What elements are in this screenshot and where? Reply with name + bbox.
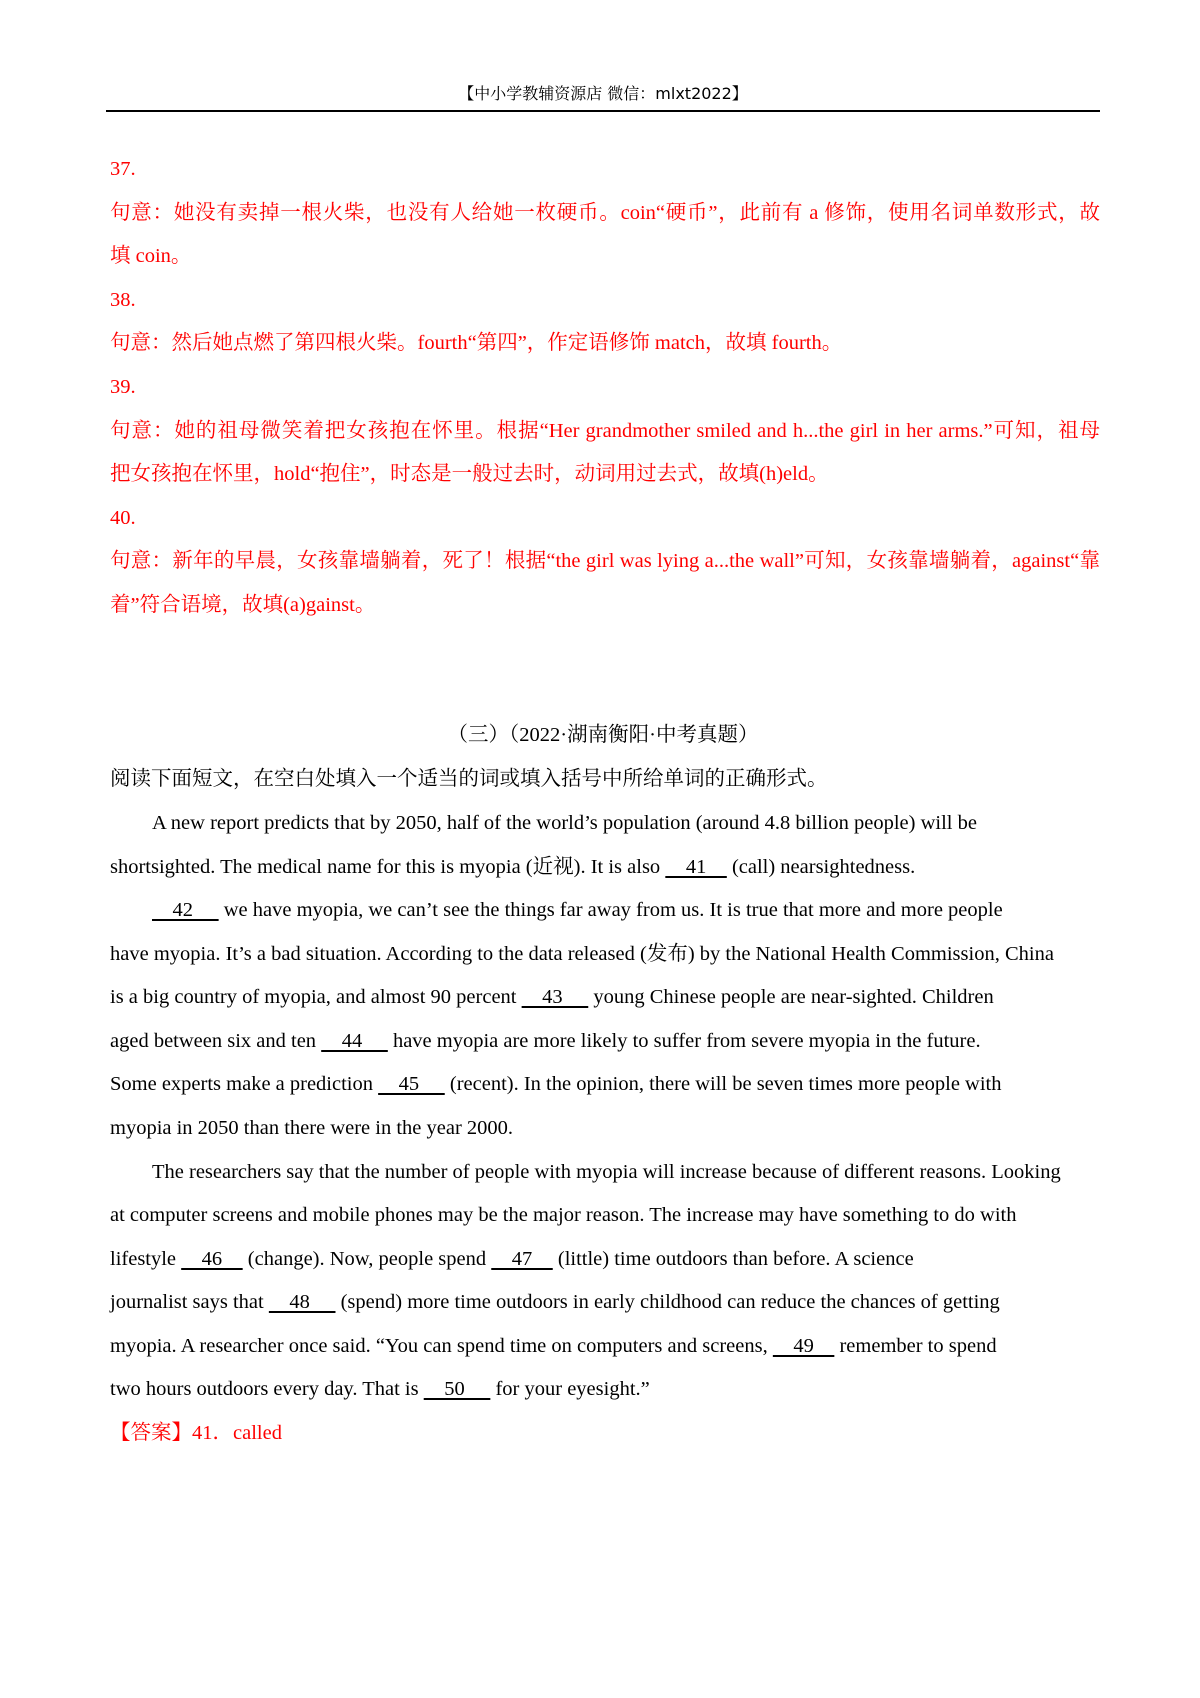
passage-text: for your eyesight.” xyxy=(490,1378,650,1400)
analysis-text-37-line2: 填 coin。 xyxy=(110,245,192,267)
passage-p3-line2: at computer screens and mobile phones may be the major reason. The increase may have something to do with xyxy=(110,1204,1017,1226)
passage-text: (recent). In the opinion, there will be seven times more people with xyxy=(444,1073,1002,1095)
passage-text: is a big country of myopia, and almost 90 percent xyxy=(110,986,522,1008)
passage-p2-line3 xyxy=(110,982,994,1012)
blank-42: 42 xyxy=(152,899,219,921)
blank-43: 43 xyxy=(521,986,589,1008)
passage-text: (little) time outdoors than before. A science xyxy=(552,1248,914,1270)
section-title: （三）（2022·湖南衡阳·中考真题） xyxy=(447,724,759,746)
analysis-text-38-line1: 句意：然后她点燃了第四根火柴。fourth“第四”，作定语修饰 match，故填 fourth。 xyxy=(110,332,843,354)
passage-text: journalist says that xyxy=(110,1291,269,1313)
passage-p3-line1: The researchers say that the number of people with myopia will increase because of different reasons. Looking xyxy=(152,1161,1061,1183)
passage-text: remember to spend xyxy=(834,1335,997,1357)
analysis-text-40-line1: 句意：新年的早晨，女孩靠墙躺着，死了！根据“the girl was lying a...the wall”可知，女孩靠墙躺着，against“靠 xyxy=(110,550,1100,572)
analysis-text-37-line1: 句意：她没有卖掉一根火柴，也没有人给她一枚硬币。coin“硬币”，此前有 a 修饰，使用名词单数形式，故 xyxy=(110,202,1100,224)
passage-text: lifestyle xyxy=(110,1248,182,1270)
analysis-text-39-line1: 句意：她的祖母微笑着把女孩抱在怀里。根据“Her grandmother smiled and h...the girl in her arms.”可知，祖母 xyxy=(110,420,1100,442)
passage-text: (spend) more time outdoors in early childhood can reduce the chances of getting xyxy=(335,1291,1000,1313)
passage-text: aged between six and ten xyxy=(110,1030,322,1052)
analysis-number-37: 37. xyxy=(110,158,136,180)
answer-text: 41．called xyxy=(192,1422,282,1444)
passage-p3-line6 xyxy=(110,1374,650,1404)
passage-text: myopia. A researcher once said. “You can spend time on computers and screens, xyxy=(110,1335,773,1357)
passage-p2-line4 xyxy=(110,1026,981,1056)
passage-p1-line2 xyxy=(110,852,915,882)
answer-label: 【答案】 xyxy=(110,1422,192,1444)
analysis-text-39-line2: 把女孩抱在怀里，hold“抱住”，时态是一般过去时，动词用过去式，故填(h)eld。 xyxy=(110,463,829,485)
passage-p2-line2: have myopia. It’s a bad situation. According to the data released (发布) by the National Health Commission, China xyxy=(110,943,1054,965)
passage-text: have myopia are more likely to suffer from severe myopia in the future. xyxy=(387,1030,981,1052)
blank-44: 44 xyxy=(321,1030,388,1052)
passage-p1-line1: A new report predicts that by 2050, half of the world’s population (around 4.8 billion people) will be xyxy=(152,812,977,834)
passage-p3-line5 xyxy=(110,1331,997,1361)
blank-50: 50 xyxy=(423,1378,491,1400)
passage-p2-line6: myopia in 2050 than there were in the year 2000. xyxy=(110,1117,514,1139)
passage-p2-line5 xyxy=(110,1069,1002,1099)
passage-p2-line1 xyxy=(152,895,1003,925)
blank-49: 49 xyxy=(772,1335,835,1357)
header-divider xyxy=(106,110,1100,112)
analysis-text-40-line2: 着”符合语境，故填(a)gainst。 xyxy=(110,594,376,616)
blank-41: 41 xyxy=(665,856,727,878)
page-header: 【中小学教辅资源店 微信：mlxt2022】 xyxy=(458,84,748,103)
analysis-number-39: 39. xyxy=(110,376,136,398)
passage-text: we have myopia, we can’t see the things far away from us. It is true that more and more people xyxy=(218,899,1003,921)
passage-text: (change). Now, people spend xyxy=(242,1248,492,1270)
section-instruction: 阅读下面短文，在空白处填入一个适当的词或填入括号中所给单词的正确形式。 xyxy=(110,768,828,790)
blank-45: 45 xyxy=(378,1073,445,1095)
passage-p3-line4 xyxy=(110,1287,1000,1317)
passage-text: young Chinese people are near-sighted. Children xyxy=(588,986,994,1008)
analysis-number-40: 40. xyxy=(110,507,136,529)
answer-line xyxy=(110,1418,282,1448)
passage-text: shortsighted. The medical name for this is myopia (近视). It is also xyxy=(110,856,666,878)
passage-text: (call) nearsightedness. xyxy=(726,856,916,878)
passage-text: two hours outdoors every day. That is xyxy=(110,1378,424,1400)
passage-text: Some experts make a prediction xyxy=(110,1073,379,1095)
blank-47: 47 xyxy=(491,1248,553,1270)
blank-46: 46 xyxy=(181,1248,243,1270)
blank-48: 48 xyxy=(268,1291,336,1313)
analysis-number-38: 38. xyxy=(110,289,136,311)
passage-p3-line3 xyxy=(110,1244,914,1274)
